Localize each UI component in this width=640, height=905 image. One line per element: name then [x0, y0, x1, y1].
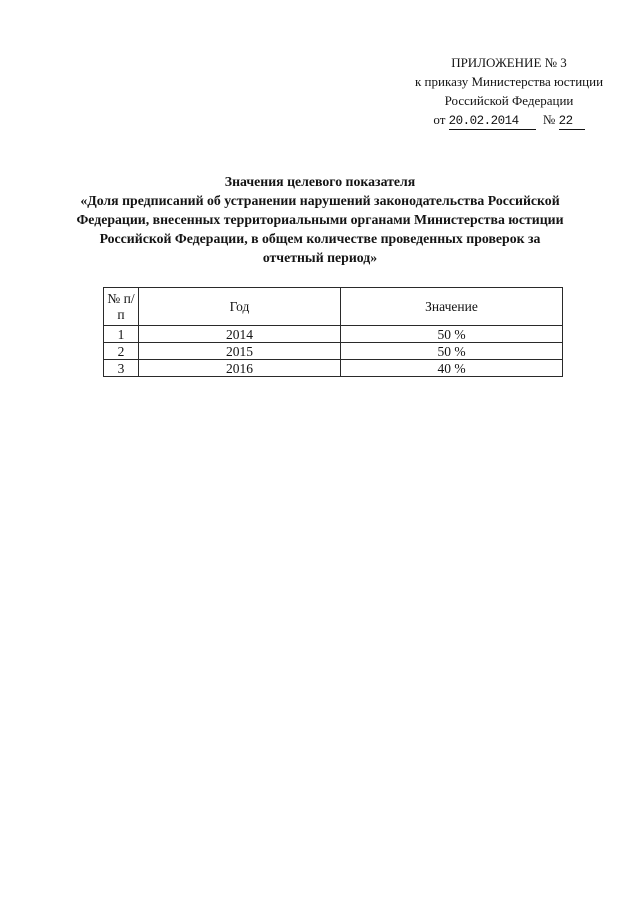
appendix-header — [404, 53, 614, 130]
title-line: отчетный период» — [262, 250, 378, 265]
values-table-body — [104, 326, 563, 377]
title-line: Федерации, внесенных территориальными органами Министерства юстиции — [76, 212, 564, 227]
date-label: от — [433, 112, 446, 127]
table-row — [104, 326, 563, 343]
table-row — [104, 343, 563, 360]
order-date-value: 20.02.2014 — [449, 112, 536, 130]
title-line: Значения целевого показателя — [224, 174, 416, 189]
row-value-cell: 40 % — [341, 360, 563, 377]
number-label: № — [542, 112, 556, 127]
title-line: Российской Федерации, в общем количестве проведенных проверок за — [99, 231, 541, 246]
row-value-cell: 50 % — [341, 343, 563, 360]
title-line: «Доля предписаний об устранении нарушений законодательства Российской — [80, 193, 560, 208]
table-header-row — [104, 288, 563, 326]
column-header-num: № п/п — [104, 288, 139, 326]
table-row — [104, 360, 563, 377]
row-num-cell: 1 — [104, 326, 139, 343]
row-num-cell: 2 — [104, 343, 139, 360]
values-table — [103, 287, 563, 377]
order-date-line — [404, 110, 614, 130]
row-num-cell: 3 — [104, 360, 139, 377]
column-header-value: Значение — [341, 288, 563, 326]
document-title — [0, 172, 640, 267]
row-value-cell: 50 % — [341, 326, 563, 343]
row-year-cell: 2016 — [139, 360, 341, 377]
order-authority-line: Российской Федерации — [444, 93, 574, 108]
order-number-value: 22 — [559, 112, 585, 130]
column-header-year: Год — [139, 288, 341, 326]
row-year-cell: 2015 — [139, 343, 341, 360]
row-year-cell: 2014 — [139, 326, 341, 343]
order-reference-line: к приказу Министерства юстиции — [414, 74, 604, 89]
appendix-number-line: ПРИЛОЖЕНИЕ № 3 — [451, 55, 567, 70]
